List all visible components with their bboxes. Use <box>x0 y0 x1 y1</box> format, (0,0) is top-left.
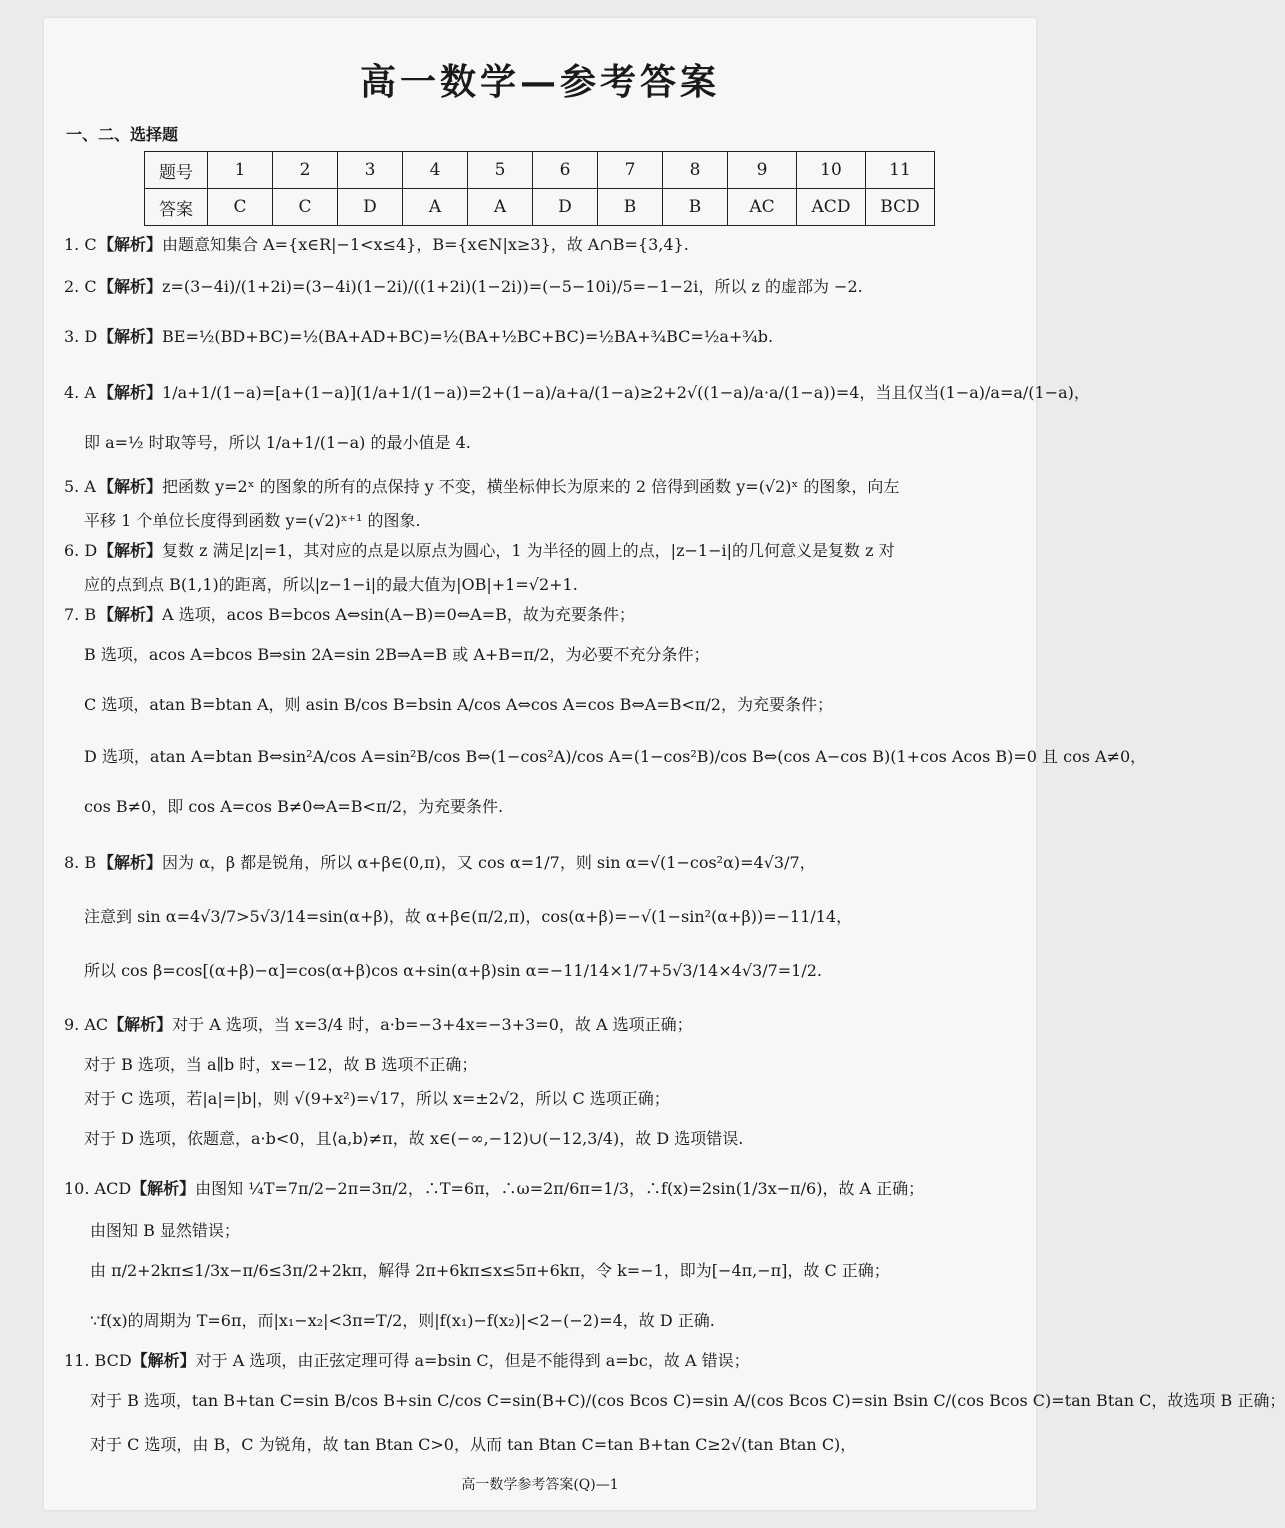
table-cell: ACD <box>797 189 866 226</box>
solution-text: C 选项，atan B=btan A，则 asin B/cos B=bsin A/cos A⇔cos A=cos B⇔A=B<π/2，为充要条件； <box>84 695 833 714</box>
solution-line <box>90 1220 1018 1242</box>
solution-line <box>64 382 1090 404</box>
page-footer: 高一数学参考答案(Q)—1 <box>461 1477 619 1493</box>
solution-line <box>64 326 1018 348</box>
table-cell: 10 <box>797 152 866 189</box>
solution-text: B 选项，acos A=bcos B⇒sin 2A=sin 2B⇒A=B 或 A+B=π/2，为必要不充分条件； <box>84 645 710 664</box>
table-cell: A <box>468 189 533 226</box>
table-row <box>145 152 935 189</box>
solution-text: 复数 z 满足|z|=1，其对应的点是以原点为圆心，1 为半径的圆上的点，|z−1−i|的几何意义是复数 z 对 <box>162 541 895 560</box>
solution-line <box>84 694 1018 716</box>
solution-text: 注意到 sin α=4√3/7>5√3/14=sin(α+β)，故 α+β∈(π/2,π)，cos(α+β)=−√(1−sin²(α+β))=−11/14， <box>84 907 853 926</box>
table-cell: 9 <box>728 152 797 189</box>
answer-sheet-page <box>44 18 1285 1510</box>
table-cell: C <box>273 189 338 226</box>
solution-line <box>84 960 1018 982</box>
solution-line <box>90 1434 1018 1456</box>
solution-number: 11. BCD <box>64 1351 132 1370</box>
solution-text: 由 π/2+2kπ≤1/3x−π/6≤3π/2+2kπ，解得 2π+6kπ≤x≤5π+6kπ，令 k=−1，即为[−4π,−π]，故 C 正确； <box>90 1261 890 1280</box>
solution-number: 4. A <box>64 383 96 402</box>
solution-line <box>84 1088 1018 1110</box>
solution-text: 对于 D 选项，依题意，a·b<0，且⟨a,b⟩≠π，故 x∈(−∞,−12)∪(−12,3/4)，故 D 选项错误. <box>84 1129 744 1148</box>
solution-text: 由图知 B 显然错误； <box>90 1221 240 1240</box>
solution-text: ∵f(x)的周期为 T=6π，而|x₁−x₂|<3π=T/2，则|f(x₁)−f(x₂)|<2−(−2)=4，故 D 正确. <box>90 1311 715 1330</box>
table-cell: 8 <box>663 152 728 189</box>
solution-tag: 【解析】 <box>98 235 163 254</box>
solution-tag: 【解析】 <box>98 383 163 402</box>
solution-text: 对于 B 选项，当 a∥b 时，x=−12，故 B 选项不正确； <box>84 1055 478 1074</box>
solution-number: 2. C <box>64 277 97 296</box>
solution-line <box>84 796 1018 818</box>
solution-number: 7. B <box>64 605 97 624</box>
solution-text: 把函数 y=2ˣ 的图象的所有的点保持 y 不变，横坐标伸长为原来的 2 倍得到函数 y=(√2)ˣ 的图象，向左 <box>162 477 900 496</box>
solution-text: 即 a=½ 时取等号，所以 1/a+1/(1−a) 的最小值是 4. <box>84 433 471 452</box>
table-cell: B <box>598 189 663 226</box>
solution-text: 因为 α，β 都是锐角，所以 α+β∈(0,π)，又 cos α=1/7，则 sin α=√(1−cos²α)=4√3/7， <box>162 853 816 872</box>
solution-text: 对于 C 选项，由 B，C 为锐角，故 tan Btan C>0，从而 tan Btan C=tan B+tan C≥2√(tan Btan C)， <box>90 1435 857 1454</box>
table-cell: D <box>338 189 403 226</box>
table-cell: 5 <box>468 152 533 189</box>
solution-number: 3. D <box>64 327 98 346</box>
solution-text: D 选项，atan A=btan B⇔sin²A/cos A=sin²B/cos B⇔(1−cos²A)/cos A=(1−cos²B)/cos B⇔(cos A−cos B)(1+cos Acos B)=0 且 cos A≠0， <box>84 747 1147 766</box>
solution-line <box>84 906 1018 928</box>
solution-text: A 选项，acos B=bcos A⇔sin(A−B)=0⇔A=B，故为充要条件； <box>162 605 635 624</box>
table-cell: 6 <box>533 152 598 189</box>
table-cell: BCD <box>866 189 935 226</box>
solution-text: 对于 A 选项，由正弦定理可得 a=bsin C，但是不能得到 a=bc，故 A 错误； <box>195 1351 750 1370</box>
solution-tag: 【解析】 <box>98 477 163 496</box>
solution-line <box>90 1390 1285 1412</box>
solution-line <box>90 1310 1018 1332</box>
table-cell: A <box>403 189 468 226</box>
solution-tag: 【解析】 <box>98 327 163 346</box>
solution-text: 1/a+1/(1−a)=[a+(1−a)](1/a+1/(1−a))=2+(1−a)/a+a/(1−a)≥2+2√((1−a)/a·a/(1−a))=4，当且仅当(1−a)/a=a/(1−a)， <box>162 383 1090 402</box>
solution-line <box>84 1054 1018 1076</box>
solution-line <box>64 540 1018 562</box>
solution-text: 平移 1 个单位长度得到函数 y=(√2)ˣ⁺¹ 的图象. <box>84 511 421 530</box>
solution-text: 对于 A 选项，当 x=3/4 时，a·b=−3+4x=−3+3=0，故 A 选项正确； <box>172 1015 693 1034</box>
table-cell: 4 <box>403 152 468 189</box>
solution-text: cos B≠0，即 cos A=cos B≠0⇔A=B<π/2，为充要条件. <box>84 797 504 816</box>
page-title: 高一数学—参考答案 <box>359 61 720 103</box>
solution-text: 对于 C 选项，若|a|=|b|，则 √(9+x²)=√17，所以 x=±2√2，所以 C 选项正确； <box>84 1089 670 1108</box>
solution-line <box>64 1350 1018 1372</box>
solution-line <box>64 476 1018 498</box>
solution-text: 由图知 ¼T=7π/2−2π=3π/2，∴T=6π，∴ω=2π/6π=1/3，∴f(x)=2sin(1/3x−π/6)，故 A 正确； <box>195 1179 925 1198</box>
section-heading: 一、二、选择题 <box>66 125 179 144</box>
table-cell: B <box>663 189 728 226</box>
table-cell: 7 <box>598 152 663 189</box>
solution-tag: 【解析】 <box>98 277 163 296</box>
solution-tag: 【解析】 <box>98 853 163 872</box>
solution-line <box>64 852 1018 874</box>
solution-text: 所以 cos β=cos[(α+β)−α]=cos(α+β)cos α+sin(α+β)sin α=−11/14×1/7+5√3/14×4√3/7=1/2. <box>84 961 823 980</box>
solution-number: 6. D <box>64 541 98 560</box>
table-cell: D <box>533 189 598 226</box>
solution-line <box>90 1260 1018 1282</box>
table-cell: C <box>208 189 273 226</box>
solution-line <box>64 234 1018 256</box>
solution-tag: 【解析】 <box>98 541 163 560</box>
answer-table <box>144 151 935 226</box>
table-cell: 2 <box>273 152 338 189</box>
solution-number: 8. B <box>64 853 97 872</box>
table-cell: 1 <box>208 152 273 189</box>
solution-tag: 【解析】 <box>98 605 163 624</box>
solution-line <box>84 432 1018 454</box>
table-cell: 3 <box>338 152 403 189</box>
solution-line <box>84 1128 1018 1150</box>
table-row <box>145 189 935 226</box>
solution-text: 对于 B 选项，tan B+tan C=sin B/cos B+sin C/cos C=sin(B+C)/(cos Bcos C)=sin A/(cos Bcos C)=sin Bsin C/(cos Bcos C)=tan Btan C，故选项 B 正确； <box>90 1391 1285 1410</box>
solution-text: BE=½(BD+BC)=½(BA+AD+BC)=½(BA+½BC+BC)=½BA+¾BC=½a+¾b. <box>162 327 774 346</box>
table-header-cell: 答案 <box>145 189 208 226</box>
solution-line <box>84 574 1018 596</box>
solution-line <box>84 644 1018 666</box>
solution-number: 5. A <box>64 477 96 496</box>
solution-line <box>84 510 1018 532</box>
solution-line <box>84 746 1147 768</box>
solution-number: 10. ACD <box>64 1179 132 1198</box>
solution-tag: 【解析】 <box>108 1015 173 1034</box>
solution-number: 1. C <box>64 235 97 254</box>
table-header-cell: 题号 <box>145 152 208 189</box>
solution-line <box>64 604 1018 626</box>
table-cell: 11 <box>866 152 935 189</box>
solution-number: 9. AC <box>64 1015 109 1034</box>
solution-text: 由题意知集合 A={x∈R|−1<x≤4}，B={x∈N|x≥3}，故 A∩B={3,4}. <box>162 235 689 254</box>
solution-text: z=(3−4i)/(1+2i)=(3−4i)(1−2i)/((1+2i)(1−2i))=(−5−10i)/5=−1−2i，所以 z 的虚部为 −2. <box>162 277 863 296</box>
solution-line <box>64 1178 1018 1200</box>
solution-text: 应的点到点 B(1,1)的距离，所以|z−1−i|的最大值为|OB|+1=√2+1. <box>84 575 578 594</box>
solution-line <box>64 276 1018 298</box>
table-cell: AC <box>728 189 797 226</box>
solution-line <box>64 1014 1018 1036</box>
solution-tag: 【解析】 <box>131 1179 196 1198</box>
solution-tag: 【解析】 <box>131 1351 196 1370</box>
